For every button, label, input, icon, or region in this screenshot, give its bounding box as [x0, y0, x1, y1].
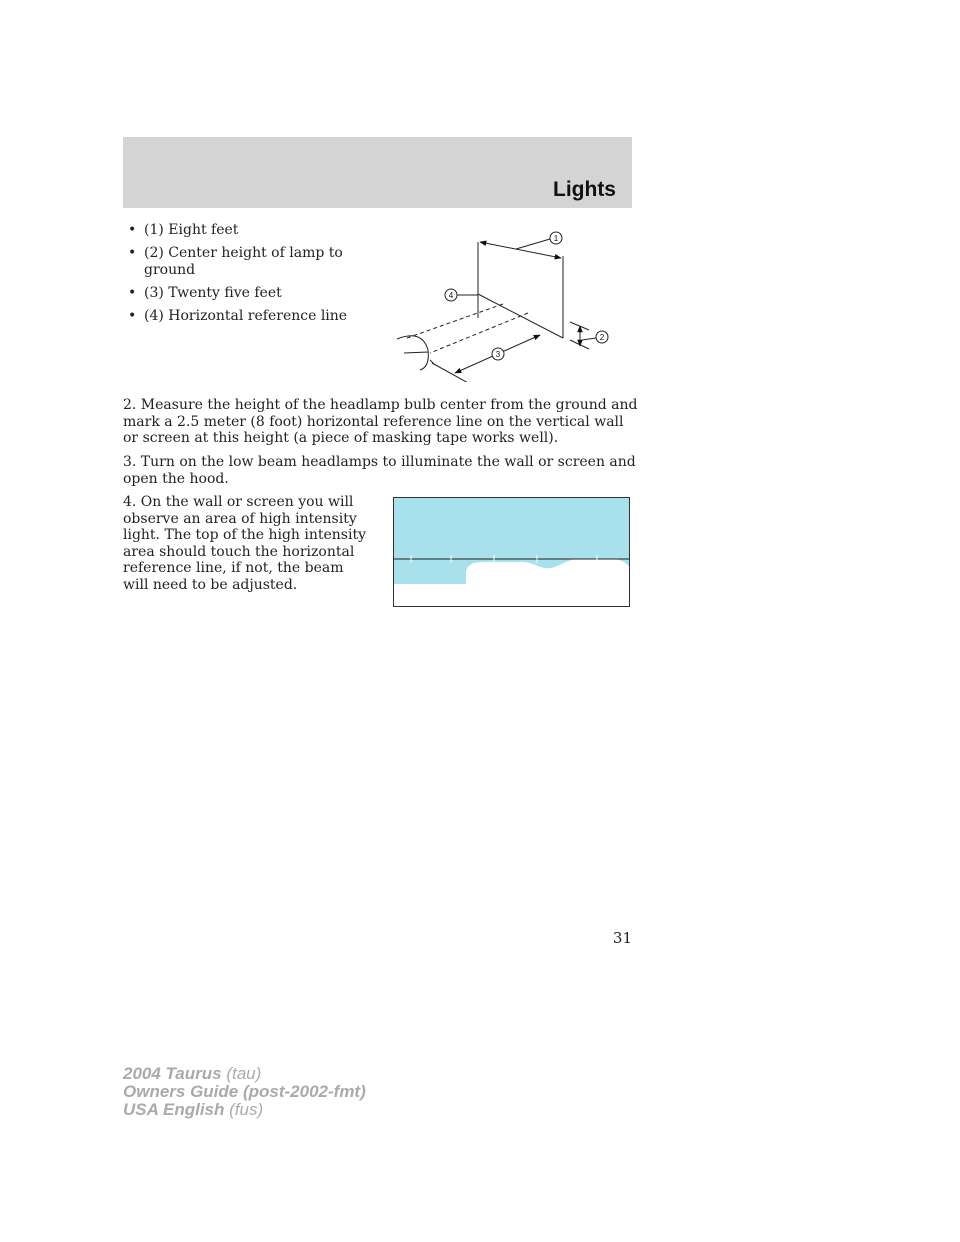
- arrow-tick: [432, 363, 470, 382]
- step-3-text: 3. Turn on the low beam headlamps to illuminate the wall or screen and open the hood.: [123, 454, 636, 487]
- callout-leader-2: [582, 338, 596, 340]
- list-item-text: (1) Eight feet: [144, 222, 239, 238]
- bullet-icon: •: [128, 285, 137, 301]
- footer-model: 2004 Taurus: [123, 1064, 222, 1083]
- headlamp-aiming-diagram: [392, 222, 632, 382]
- bullet-icon: •: [128, 308, 137, 324]
- list-item: [128, 308, 378, 325]
- bullet-icon: •: [128, 222, 137, 238]
- list-item-text: (3) Twenty five feet: [144, 285, 282, 301]
- list-item: [128, 245, 378, 279]
- callout-label: 2: [599, 333, 605, 342]
- callout-label: 3: [495, 350, 501, 359]
- list-item-text: (4) Horizontal reference line: [144, 308, 348, 324]
- bullet-icon: •: [128, 245, 137, 261]
- callout-label: 4: [448, 291, 454, 300]
- page-number: 31: [612, 929, 632, 947]
- eight-feet-arrow: [480, 242, 561, 258]
- callout-leader-1: [516, 239, 550, 249]
- footer-language: USA English: [123, 1100, 225, 1119]
- beam-pattern-diagram: [393, 497, 630, 607]
- callout-label: 1: [553, 234, 559, 243]
- step-4-text: 4. On the wall or screen you will observe an area of high intensity light. The top of the high intensity area should touch the horizontal reference line, if not, the beam will need to be adjusted.: [123, 494, 366, 593]
- headlamp-outline: [397, 336, 434, 370]
- footer-model-code: (tau): [226, 1064, 262, 1083]
- document-footer: [123, 1065, 366, 1119]
- footer-language-code: (fus): [229, 1100, 264, 1119]
- legend-list: [128, 222, 378, 331]
- list-item-text: (2) Center height of lamp to ground: [144, 245, 343, 278]
- list-item: [128, 285, 378, 302]
- footer-guide: Owners Guide (post-2002-fmt): [123, 1082, 366, 1101]
- list-item: [128, 222, 378, 239]
- step-2-text: 2. Measure the height of the headlamp bulb center from the ground and mark a 2.5 meter (8 foot) horizontal reference line on the vertical wall or screen at this height (a piece of masking tape works well).: [123, 397, 638, 446]
- beam-dashed-line: [407, 304, 503, 338]
- section-header-band: [123, 137, 632, 208]
- section-title: Lights: [553, 178, 616, 201]
